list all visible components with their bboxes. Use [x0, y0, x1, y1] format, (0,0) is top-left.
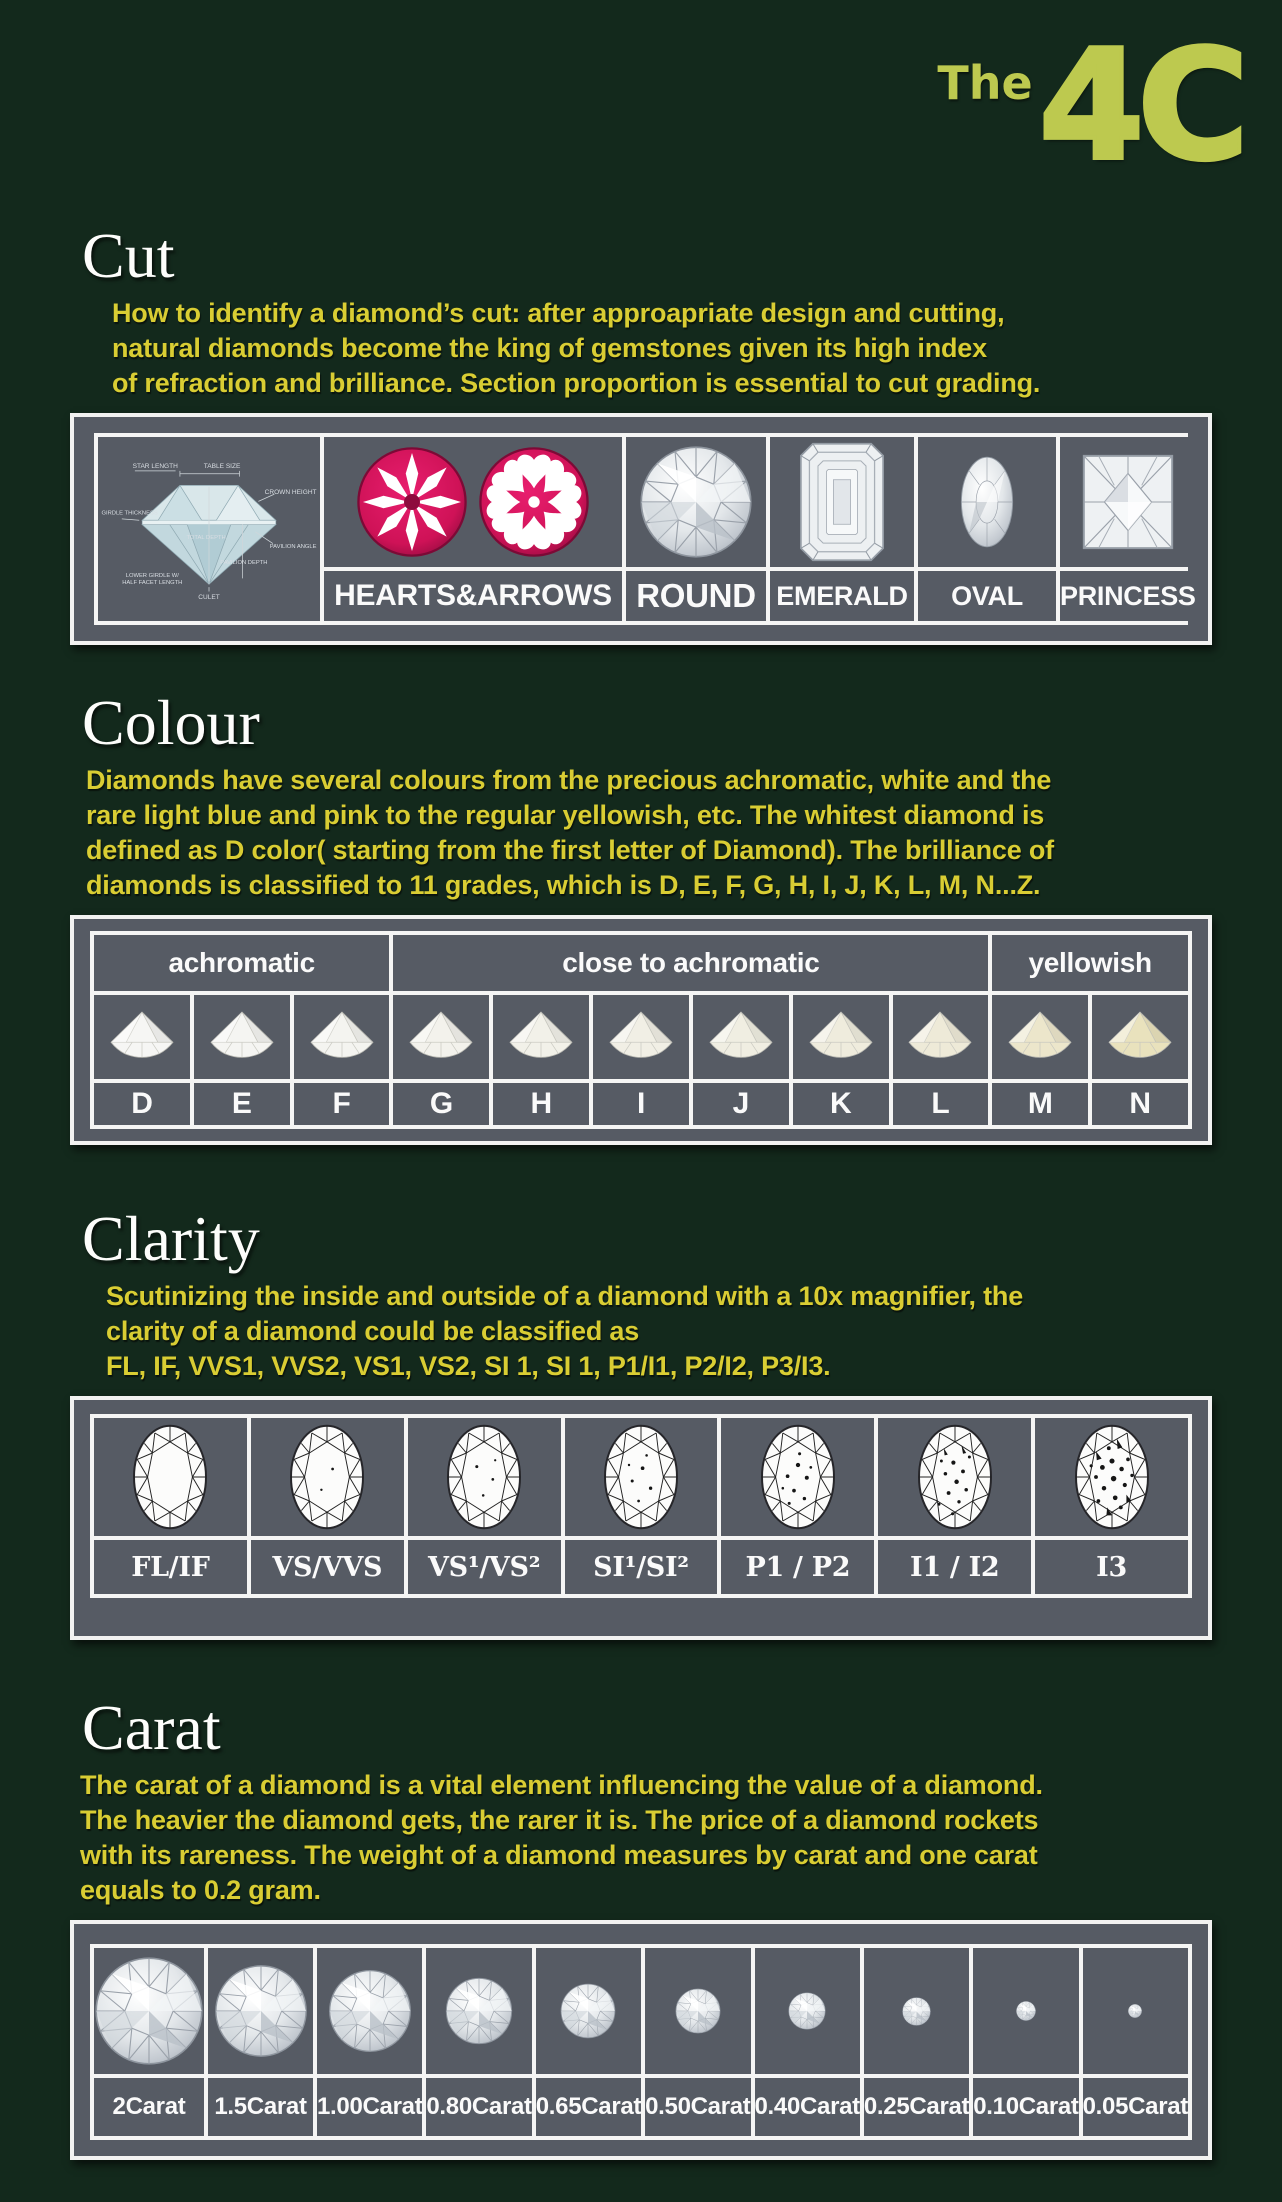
emerald-cut-icon [799, 442, 885, 562]
colour-diamond-cell [1092, 995, 1188, 1079]
round-diamond-icon [1016, 2001, 1036, 2021]
clarity-grade-label: SI¹/SI² [565, 1540, 718, 1594]
clarity-paragraph [106, 1279, 1282, 1384]
clarity-grade-label: I3 [1035, 1540, 1188, 1594]
clarity-table [90, 1414, 1192, 1598]
cut-table [94, 433, 1196, 625]
cut-style-label: PRINCESS [1060, 571, 1196, 621]
carat-weight-label: 0.80Carat [426, 2078, 531, 2136]
cut-proportions-diagram-cell [98, 437, 320, 621]
colour-diamond-cell [194, 995, 290, 1079]
diamond-side-icon [799, 1009, 883, 1065]
clarity-diagram-icon [130, 1421, 210, 1533]
cut-table-panel [70, 413, 1212, 645]
carat-diamond-cell [317, 1948, 422, 2074]
clarity-diagram-icon [915, 1421, 995, 1533]
hearts-arrows-hearts-icon [477, 445, 591, 559]
colour-diamond-cell [992, 995, 1088, 1079]
round-diamond-icon [328, 1969, 412, 2053]
carat-paragraph-line: The heavier the diamond gets, the rarer it is. The price of a diamond rockets [80, 1805, 1039, 1835]
round-diamond-icon [788, 1992, 826, 2030]
diamond-side-icon [1098, 1009, 1182, 1065]
hearts-arrows-image-cell [324, 437, 622, 567]
round-diamond-icon [214, 1964, 308, 2058]
diamond-side-icon [399, 1009, 483, 1065]
section-carat [0, 1692, 1282, 2160]
carat-weight-label: 1.5Carat [208, 2078, 313, 2136]
colour-grade-letter: K [793, 1083, 889, 1125]
clarity-grade-label: FL/IF [94, 1540, 247, 1594]
colour-paragraph [86, 763, 1282, 903]
colour-grade-letter: D [94, 1083, 190, 1125]
cut-style-label: ROUND [626, 571, 766, 621]
colour-grade-letter: L [893, 1083, 989, 1125]
colour-diamond-cell [793, 995, 889, 1079]
clarity-grade-label: VS¹/VS² [408, 1540, 561, 1594]
clarity-diamond-cell [1035, 1418, 1188, 1536]
colour-paragraph-line: diamonds is classified to 11 grades, which is D, E, F, G, H, I, J, K, L, M, N...Z. [86, 870, 1041, 900]
diamond-side-icon [998, 1009, 1082, 1065]
clarity-grade-label: I1 / I2 [878, 1540, 1031, 1594]
carat-paragraph-line: with its rareness. The weight of a diamond measures by carat and one carat [80, 1840, 1038, 1870]
colour-diamond-cell [893, 995, 989, 1079]
cut-paragraph-line: How to identify a diamond’s cut: after approapriate design and cutting, [112, 298, 1005, 328]
carat-diamond-cell [755, 1948, 860, 2074]
colour-group-header: yellowish [992, 935, 1188, 991]
carat-diamond-cell [536, 1948, 641, 2074]
clarity-paragraph-line: FL, IF, VVS1, VVS2, VS1, VS2, SI 1, SI 1, P1/I1, P2/I2, P3/I3. [106, 1351, 831, 1381]
colour-heading: Colour [82, 687, 260, 758]
carat-table-panel [70, 1920, 1212, 2160]
cut-paragraph [112, 296, 1282, 401]
clarity-diamond-cell [565, 1418, 718, 1536]
carat-table [90, 1944, 1192, 2140]
carat-diamond-cell [1083, 1948, 1188, 2074]
clarity-diagram-icon [1072, 1421, 1152, 1533]
colour-paragraph-line: defined as D color( starting from the first letter of Diamond). The brilliance of [86, 835, 1054, 865]
section-colour [0, 687, 1282, 1145]
carat-weight-label: 0.65Carat [536, 2078, 641, 2136]
round-diamond-icon [445, 1977, 513, 2045]
emerald-image-cell [770, 437, 914, 567]
carat-diamond-cell [973, 1948, 1078, 2074]
diagram-label: CULET [198, 593, 220, 601]
clarity-diamond-cell [878, 1418, 1031, 1536]
colour-diamond-cell [693, 995, 789, 1079]
round-image-cell [626, 437, 766, 567]
diagram-label: TABLE SIZE [203, 462, 241, 470]
colour-grade-letter: J [693, 1083, 789, 1125]
clarity-diagram-icon [287, 1421, 367, 1533]
section-clarity [0, 1203, 1282, 1640]
cut-heading: Cut [82, 220, 175, 291]
diamond-side-icon [699, 1009, 783, 1065]
clarity-diagram-icon [601, 1421, 681, 1533]
clarity-diagram-icon [758, 1421, 838, 1533]
diamond-side-icon [300, 1009, 384, 1065]
diagram-label: STAR LENGTH [132, 462, 178, 470]
colour-group-header: close to achromatic [393, 935, 988, 991]
clarity-grade-label: VS/VVS [251, 1540, 404, 1594]
colour-diamond-cell [493, 995, 589, 1079]
carat-paragraph [80, 1768, 1282, 1908]
carat-diamond-cell [864, 1948, 969, 2074]
diagram-label: PAVILION DEPTH [220, 559, 268, 566]
hearts-arrows-arrows-icon [355, 445, 469, 559]
princess-cut-icon [1078, 448, 1178, 556]
clarity-grade-label: P1 / P2 [721, 1540, 874, 1594]
diamond-proportions-diagram-icon [100, 450, 318, 608]
clarity-diamond-cell [251, 1418, 404, 1536]
diagram-label: PAVILION ANGLE [269, 543, 317, 550]
colour-paragraph-line: rare light blue and pink to the regular yellowish, etc. The whitest diamond is [86, 800, 1045, 830]
cut-style-label: EMERALD [770, 571, 914, 621]
carat-weight-label: 0.40Carat [755, 2078, 860, 2136]
diagram-label: LOWER GIRDLE W/ [125, 572, 179, 579]
round-diamond-icon [560, 1983, 616, 2039]
clarity-paragraph-line: Scutinizing the inside and outside of a diamond with a 10x magnifier, the [106, 1281, 1024, 1311]
cut-paragraph-line: natural diamonds become the king of gemstones given its high index [112, 333, 987, 363]
diamond-side-icon [599, 1009, 683, 1065]
oval-cut-icon [955, 443, 1019, 561]
the-4c-logo [937, 17, 1242, 194]
round-diamond-icon [1128, 2004, 1142, 2018]
clarity-diamond-cell [721, 1418, 874, 1536]
colour-grade-letter: E [194, 1083, 290, 1125]
clarity-table-panel [70, 1396, 1212, 1640]
logo-title: 4C [1038, 17, 1242, 194]
diamond-side-icon [898, 1009, 982, 1065]
diagram-label: TOTAL DEPTH [186, 535, 226, 542]
clarity-heading: Clarity [82, 1203, 260, 1274]
carat-diamond-cell [94, 1948, 204, 2074]
carat-diamond-cell [426, 1948, 531, 2074]
carat-heading: Carat [82, 1692, 221, 1763]
diagram-label: GIRDLE THICKNESS [101, 510, 158, 517]
clarity-diamond-cell [408, 1418, 561, 1536]
carat-paragraph-line: The carat of a diamond is a vital element influencing the value of a diamond. [80, 1770, 1043, 1800]
colour-paragraph-line: Diamonds have several colours from the precious achromatic, white and the [86, 765, 1052, 795]
round-diamond-icon [675, 1988, 721, 2034]
clarity-paragraph-line: clarity of a diamond could be classified as [106, 1316, 640, 1346]
colour-group-header: achromatic [94, 935, 389, 991]
princess-image-cell [1060, 437, 1196, 567]
round-diamond-icon [902, 1997, 931, 2026]
carat-diamond-cell [645, 1948, 750, 2074]
cut-style-label: OVAL [918, 571, 1056, 621]
carat-weight-label: 0.05Carat [1083, 2078, 1188, 2136]
carat-weight-label: 2Carat [94, 2078, 204, 2136]
diamond-side-icon [200, 1009, 284, 1065]
colour-table [90, 931, 1192, 1129]
carat-weight-label: 0.10Carat [973, 2078, 1078, 2136]
colour-grade-letter: F [294, 1083, 390, 1125]
carat-weight-label: 1.00Carat [317, 2078, 422, 2136]
carat-paragraph-line: equals to 0.2 gram. [80, 1875, 321, 1905]
clarity-diagram-icon [444, 1421, 524, 1533]
round-diamond-icon [94, 1956, 204, 2066]
round-cut-icon [639, 445, 753, 559]
colour-diamond-cell [393, 995, 489, 1079]
carat-diamond-cell [208, 1948, 313, 2074]
colour-diamond-cell [94, 995, 190, 1079]
carat-weight-label: 0.50Carat [645, 2078, 750, 2136]
cut-style-label: HEARTS&ARROWS [324, 571, 622, 621]
colour-grade-letter: N [1092, 1083, 1188, 1125]
cut-paragraph-line: of refraction and brilliance. Section proportion is essential to cut grading. [112, 368, 1041, 398]
colour-diamond-cell [593, 995, 689, 1079]
colour-diamond-cell [294, 995, 390, 1079]
logo-prefix: The [937, 56, 1033, 110]
clarity-diamond-cell [94, 1418, 247, 1536]
colour-grade-letter: I [593, 1083, 689, 1125]
diagram-label: CROWN HEIGHT [264, 489, 317, 497]
oval-image-cell [918, 437, 1056, 567]
carat-weight-label: 0.25Carat [864, 2078, 969, 2136]
colour-table-panel [70, 915, 1212, 1145]
colour-grade-letter: M [992, 1083, 1088, 1125]
diamond-side-icon [100, 1009, 184, 1065]
diagram-label: HALF FACET LENGTH [122, 580, 183, 587]
colour-grade-letter: H [493, 1083, 589, 1125]
colour-grade-letter: G [393, 1083, 489, 1125]
diamond-side-icon [499, 1009, 583, 1065]
